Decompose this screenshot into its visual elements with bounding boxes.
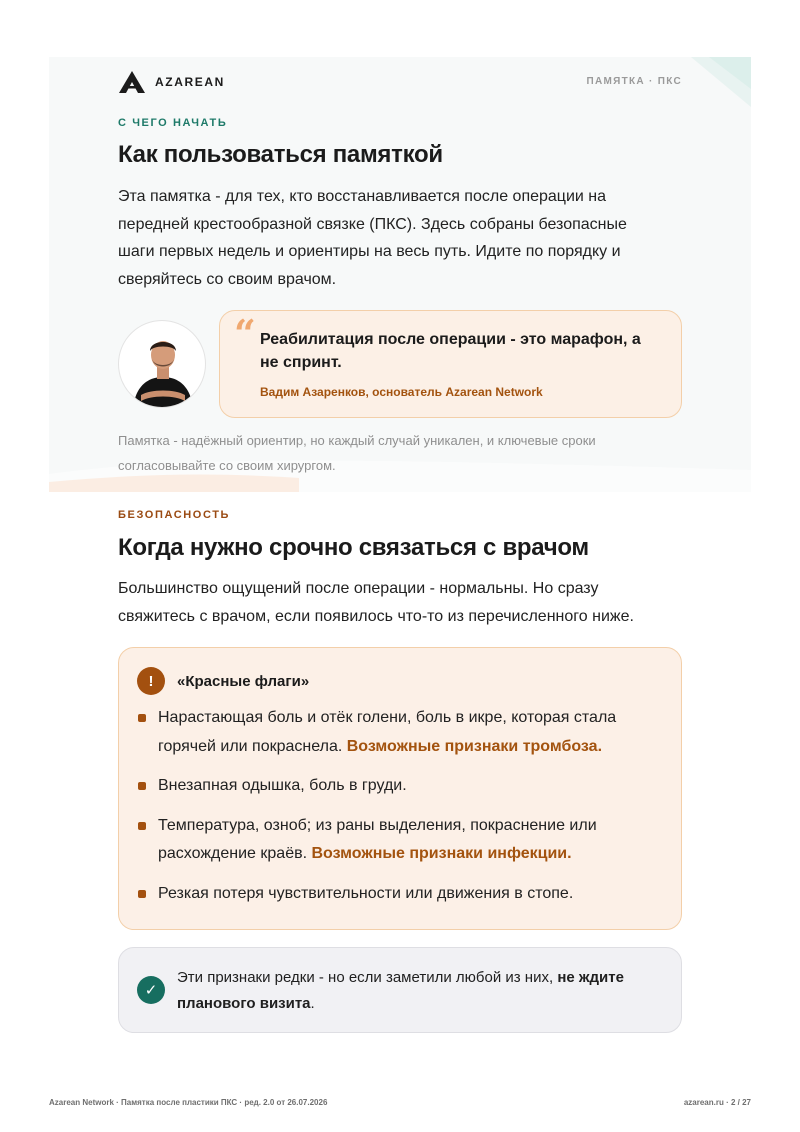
intro-paragraph bbox=[118, 183, 688, 293]
info-line bbox=[177, 965, 667, 991]
check-icon: ✓ bbox=[137, 976, 165, 1004]
intro-eyebrow: С ЧЕГО НАЧАТЬ bbox=[118, 117, 228, 129]
brand-logo[interactable] bbox=[118, 70, 225, 94]
info-text-tail: . bbox=[310, 995, 315, 1012]
disclaimer-note bbox=[118, 429, 688, 478]
flag-emphasis: Возможные признаки тромбоза. bbox=[346, 737, 603, 755]
document-tag: ПАМЯТКА · ПКС bbox=[586, 76, 682, 87]
flag-emphasis: Возможные признаки инфекции. bbox=[311, 845, 572, 862]
safety-line: Большинство ощущений после операции - нормальны. Но сразу bbox=[118, 580, 599, 597]
bullet-icon bbox=[138, 822, 146, 830]
corner-decoration bbox=[691, 57, 751, 107]
list-item bbox=[137, 772, 667, 801]
footer-document-info: Azarean Network · Памятка после пластики ПКС · ред. 2.0 от 26.07.2026 bbox=[49, 1098, 328, 1107]
quote-mark-icon: “ bbox=[234, 311, 256, 356]
quote-author: Вадим Азаренков, основатель Azarean Network bbox=[260, 385, 543, 399]
bullet-icon bbox=[138, 782, 146, 790]
reassurance-text bbox=[177, 965, 667, 1017]
flag-line-text: расхождение краёв. bbox=[158, 845, 308, 862]
intro-line: Эта памятка - для тех, кто восстанавливается после операции на bbox=[118, 188, 607, 205]
intro-line: шаги первых недель и ориентиры на весь путь. Идите по порядку и bbox=[118, 243, 621, 260]
list-item bbox=[137, 704, 667, 761]
red-flags-card bbox=[118, 647, 682, 930]
red-flags-title: «Красные флаги» bbox=[177, 672, 310, 690]
alert-icon: ! bbox=[137, 667, 165, 695]
intro-line: сверяйтесь со своим врачом. bbox=[118, 270, 337, 288]
flag-line bbox=[158, 840, 667, 869]
founder-quote bbox=[219, 310, 682, 418]
flag-line-text: горячей или покраснела. bbox=[158, 737, 343, 755]
intro-line: передней крестообразной связке (ПКС). Здесь собраны безопасные bbox=[118, 215, 627, 233]
quote-text bbox=[260, 328, 665, 374]
red-flags-header bbox=[137, 667, 309, 695]
author-photo bbox=[119, 321, 206, 408]
info-text-bold: планового визита bbox=[177, 995, 311, 1012]
info-text-bold: не ждите bbox=[557, 969, 624, 986]
red-flags-list bbox=[137, 704, 667, 919]
author-avatar bbox=[118, 320, 206, 408]
list-item bbox=[137, 880, 667, 909]
info-line bbox=[177, 991, 667, 1017]
safety-line: свяжитесь с врачом, если появилось что-то из перечисленного ниже. bbox=[118, 607, 634, 625]
info-text-plain: Эти признаки редки - но если заметили любой из них, bbox=[177, 969, 554, 986]
azarean-logo-icon bbox=[118, 70, 146, 94]
flag-line: Внезапная одышка, боль в груди. bbox=[158, 777, 407, 794]
flag-line: Резкая потеря чувствительности или движения в стопе. bbox=[158, 884, 574, 902]
footer-page-number: azarean.ru · 2 / 27 bbox=[683, 1098, 751, 1107]
quote-line: не спринт. bbox=[260, 354, 342, 371]
bullet-icon bbox=[138, 890, 146, 898]
flag-line bbox=[158, 733, 667, 762]
note-line: согласовывайте со своим хирургом. bbox=[118, 457, 336, 473]
quote-line: Реабилитация после операции - это марафон, а bbox=[260, 331, 641, 348]
brand-name: AZAREAN bbox=[155, 75, 225, 89]
flag-line: Нарастающая боль и отёк голени, боль в икре, которая стала bbox=[158, 709, 617, 726]
safety-eyebrow: БЕЗОПАСНОСТЬ bbox=[118, 509, 231, 521]
safety-paragraph bbox=[118, 575, 688, 630]
reassurance-card bbox=[118, 947, 682, 1033]
bullet-icon bbox=[138, 714, 146, 722]
intro-title: Как пользоваться памяткой bbox=[118, 141, 443, 168]
note-line: Памятка - надёжный ориентир, но каждый случай уникален, и ключевые сроки bbox=[118, 433, 596, 448]
flag-line: Температура, озноб; из раны выделения, покраснение или bbox=[158, 816, 597, 834]
safety-title: Когда нужно срочно связаться с врачом bbox=[118, 534, 589, 561]
list-item bbox=[137, 812, 667, 869]
